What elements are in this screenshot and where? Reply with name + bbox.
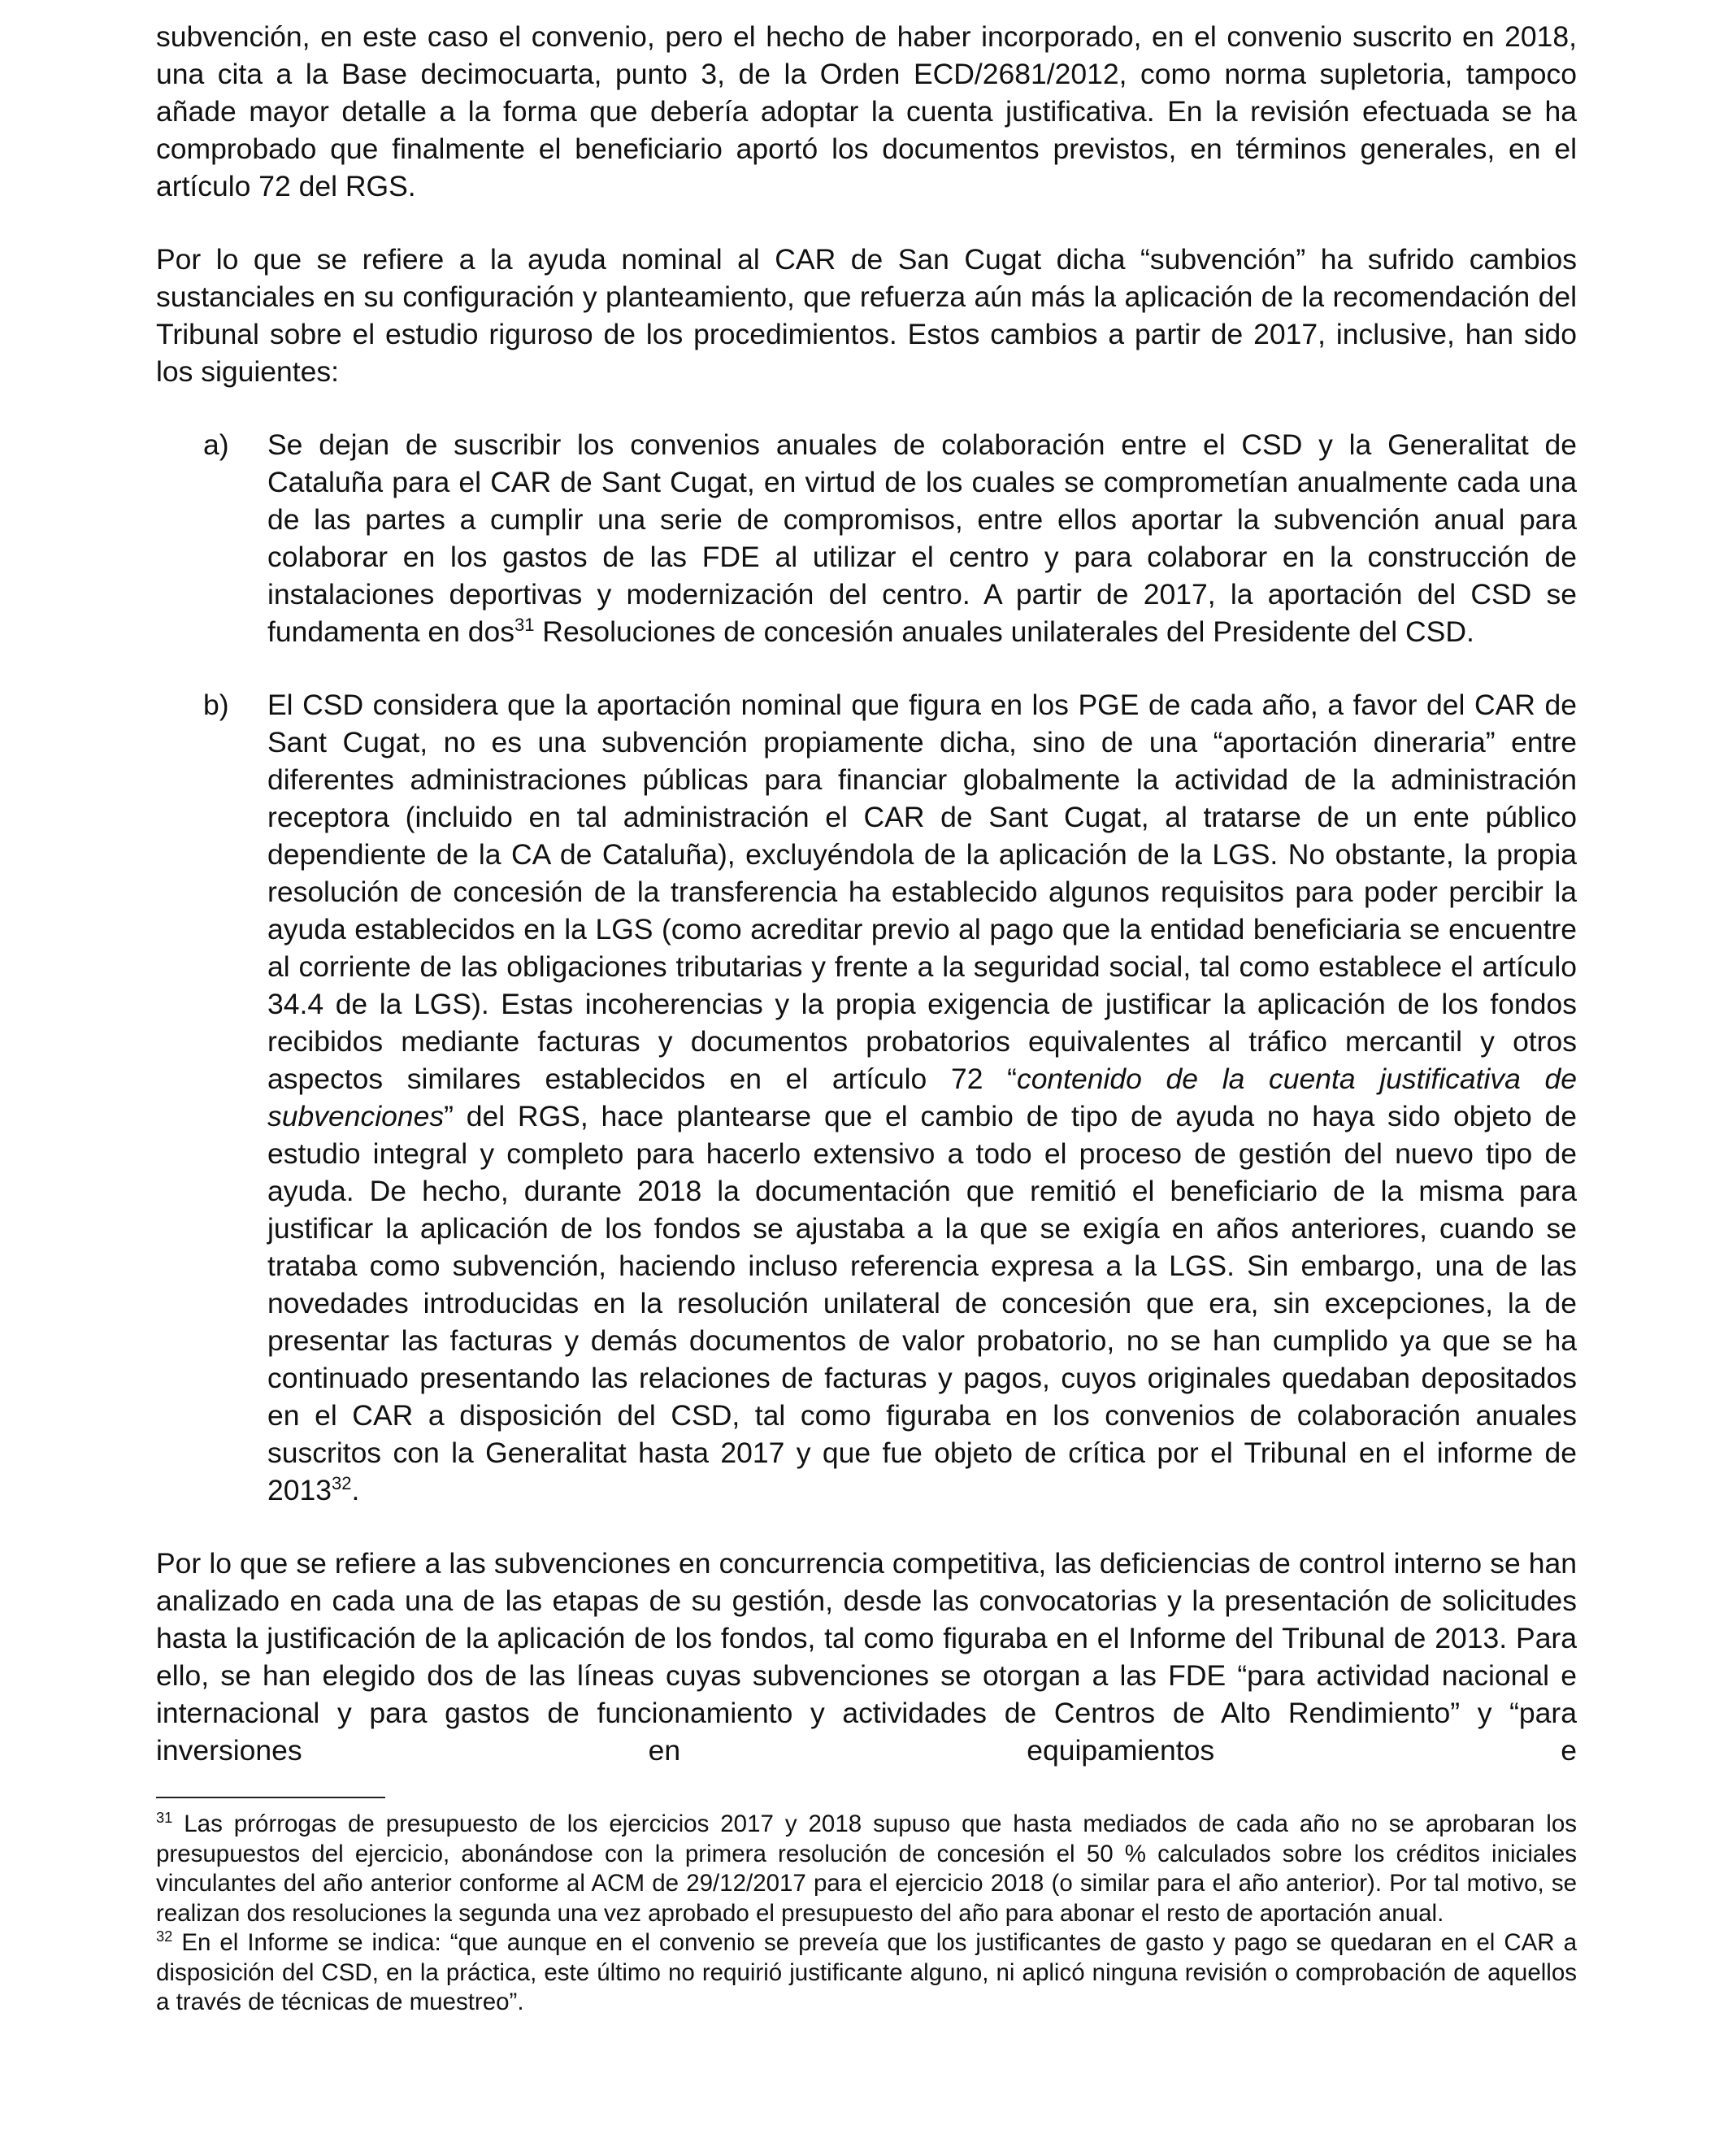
list-b-text-part3: . — [351, 1474, 360, 1506]
list-item-b — [203, 686, 1577, 1509]
paragraph-intro-continuation: subvención, en este caso el convenio, pero el hecho de haber incorporado, en el convenio suscrito en 2018, una cita a la Base decimocuarta, punto 3, de la Orden ECD/2681/2012, como norma supletoria, tampoco añade mayor detalle a la forma que debería adoptar la cuenta justificativa. En la revisión efectuada se ha comprobado que finalmente el beneficiario aportó los documentos previstos, en términos generales, en el artículo 72 del RGS. — [156, 20, 1577, 202]
paragraph-concurrencia-competitiva: Por lo que se refiere a las subvenciones en concurrencia competitiva, las deficiencias de control interno se han analizado en cada una de las etapas de su gestión, desde las convocatorias y la presentación de solicitudes hasta la justificación de la aplicación de los fondos, tal como figuraba en el Informe del Tribunal de 2013. Para ello, se han elegido dos de las líneas cuyas subvenciones se otorgan a las FDE “para actividad nacional e internacional y para gastos de funcionamiento y actividades de Centros de Alto Rendimiento” y “para inversiones en equipamientos e — [156, 1547, 1577, 1767]
list-b-text-part1: El CSD considera que la aportación nominal que figura en los PGE de cada año, a favor del CAR de Sant Cugat, no es una subvención propiamente dicha, sino de una “aportación dineraria” entre diferentes administraciones públicas para financiar globalmente la actividad de la administración receptora (incluido en tal administración el CAR de Sant Cugat, al tratarse de un ente público dependiente de la CA de Cataluña), excluyéndola de la aplicación de la LGS. No obstante, la propia resolución de concesión de la transferencia ha establecido algunos requisitos para poder percibir la ayuda establecidos en la LGS (como acreditar previo al pago que la entidad beneficiaria se encuentre al corriente de las obligaciones tributarias y frente a la seguridad social, tal como establece el artículo 34.4 de la LGS). Estas incoherencias y la propia exigencia de justificar la aplicación de los fondos recibidos mediante facturas y documentos probatorios equivalentes al tráfico mercantil y otros aspectos similares establecidos en el artículo 72 “ — [267, 689, 1577, 1095]
footnote-32-text: En el Informe se indica: “que aunque en el convenio se preveía que los justificantes de gasto y pago se quedaran en el CAR a disposición del CSD, en la práctica, este último no requirió justificante alguno, ni aplicó ninguna revisión o comprobación de aquellos a través de técnicas de muestreo”. — [156, 1929, 1577, 2015]
footnote-ref-32[interactable]: 32 — [331, 1473, 352, 1494]
list-text-b — [267, 686, 1577, 1509]
list-marker-b: b) — [203, 689, 229, 721]
paragraph-car-san-cugat: Por lo que se refiere a la ayuda nominal al CAR de San Cugat dicha “subvención” ha sufrido cambios sustanciales en su configuración y planteamiento, que refuerza aún más la aplicación de la recomendación del Tribunal sobre el estudio riguroso de los procedimientos. Estos cambios a partir de 2017, inclusive, han sido los siguientes: — [156, 243, 1577, 388]
footnote-separator — [156, 1797, 385, 1798]
footnote-32 — [156, 1928, 1577, 2018]
document-page — [156, 18, 1577, 2018]
list-a-text-part1: Se dejan de suscribir los convenios anuales de colaboración entre el CSD y la Generalitat de Cataluña para el CAR de Sant Cugat, en virtud de los cuales se comprometían anualmente cada una de las partes a cumplir una serie de compromisos, entre ellos aportar la subvención anual para colaborar en los gastos de las FDE al utilizar el centro y para colaborar en la construcción de instalaciones deportivas y modernización del centro. A partir de 2017, la aportación del CSD se fundamenta en dos — [267, 428, 1577, 648]
footnote-number-31: 31 — [156, 1809, 173, 1827]
footnote-number-32: 32 — [156, 1928, 173, 1945]
footnote-31-text: Las prórrogas de presupuesto de los ejercicios 2017 y 2018 supuso que hasta mediados de cada año no se aprobaran los presupuestos del ejercicio, abonándose con la primera resolución de concesión el 50 % calculados sobre los créditos iniciales vinculantes del año anterior conforme al ACM de 29/12/2017 para el ejercicio 2018 (o similar para el año anterior). Por tal motivo, se realizan dos resoluciones la segunda una vez aprobado el presupuesto del año para abonar el resto de aportación anual. — [156, 1810, 1577, 1927]
list-b-text-part2: ” del RGS, hace plantearse que el cambio de tipo de ayuda no haya sido objeto de estudio integral y completo para hacerlo extensivo a todo el proceso de gestión del nuevo tipo de ayuda. De hecho, durante 2018 la documentación que remitió el beneficiario de la misma para justificar la aplicación de los fondos se ajustaba a la que se exigía en años anteriores, cuando se trataba como subvención, haciendo incluso referencia expresa a la LGS. Sin embargo, una de las novedades introducidas en la resolución unilateral de concesión que era, sin excepciones, la de presentar las facturas y demás documentos de valor probatorio, no se han cumplido ya que se ha continuado presentando las relaciones de facturas y pagos, cuyos originales quedaban depositados en el CAR a disposición del CSD, tal como figuraba en los convenios de colaboración anuales suscritos con la Generalitat hasta 2017 y que fue objeto de crítica por el Tribunal en el informe de 2013 — [267, 1100, 1577, 1506]
list-text-a — [267, 426, 1577, 650]
list-item-a — [203, 426, 1577, 650]
list-a-text-part2: Resoluciones de concesión anuales unilaterales del Presidente del CSD. — [534, 615, 1474, 648]
footnote-ref-31[interactable]: 31 — [514, 615, 535, 636]
footnote-31 — [156, 1810, 1577, 1928]
list-b-italic-quote: contenido de la cuenta justificativa de subvenciones — [267, 1063, 1577, 1132]
list-marker-a: a) — [203, 428, 229, 461]
